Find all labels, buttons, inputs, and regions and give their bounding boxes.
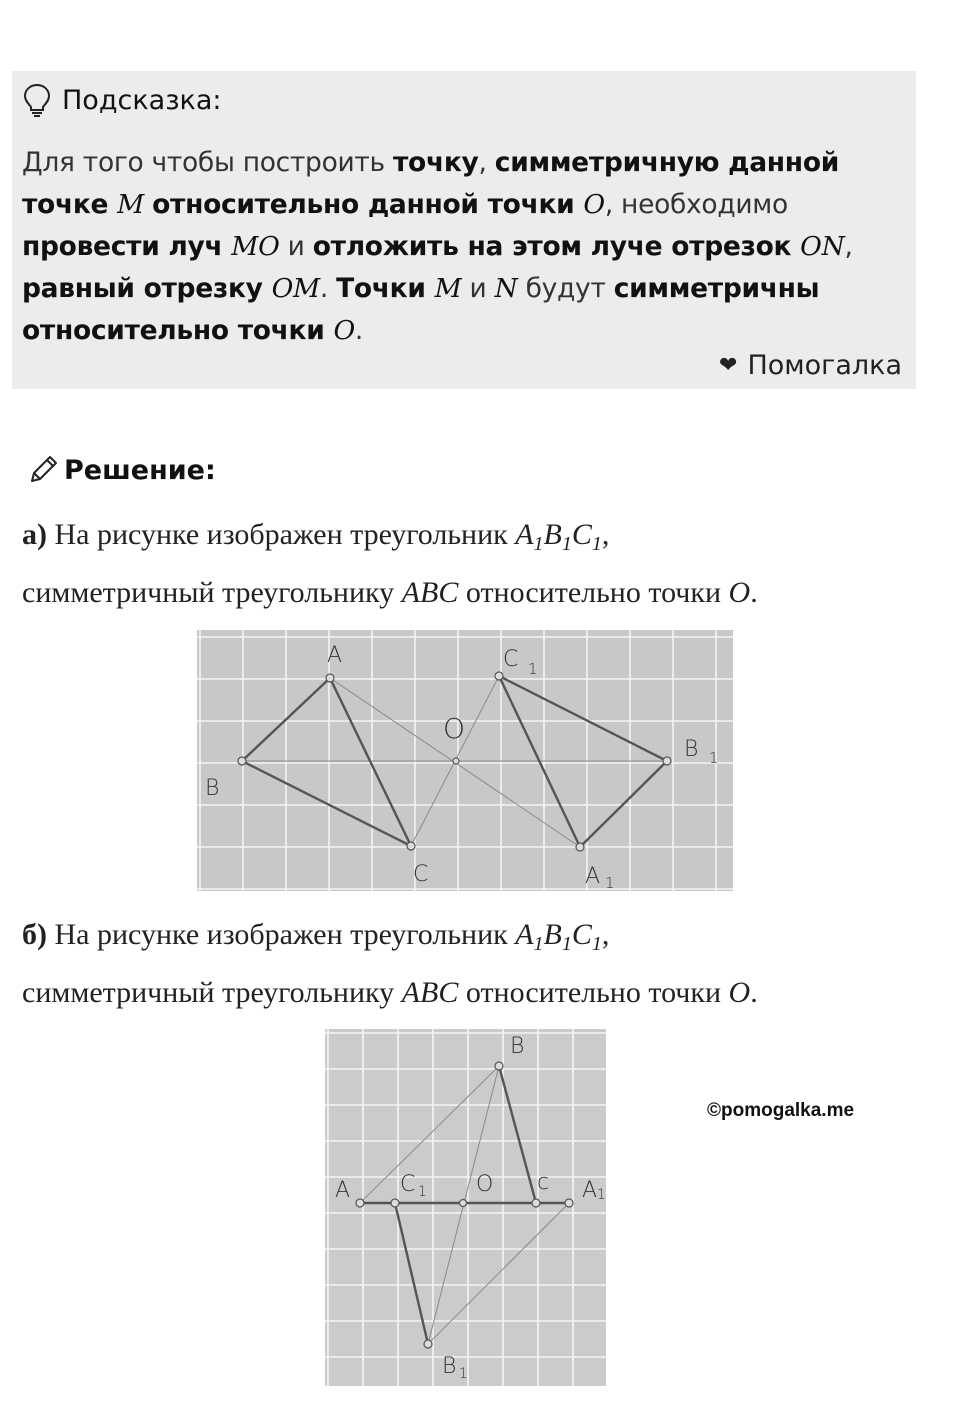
hint-segment: и xyxy=(279,231,313,262)
part-b-text3: относительно точки xyxy=(458,976,729,1009)
part-a-text2: симметричный треугольнику xyxy=(22,576,402,609)
hint-header xyxy=(22,80,222,120)
part-a-punct: , xyxy=(601,518,610,551)
brand-label xyxy=(719,350,902,381)
hint-segment: , xyxy=(478,147,495,178)
hint-segment: N xyxy=(494,273,518,304)
hint-title: Подсказка: xyxy=(62,84,222,116)
part-b-text: На рисунке изображен треугольник xyxy=(47,918,516,951)
watermark: ©pomogalka.me xyxy=(707,1100,855,1121)
part-a-line1 xyxy=(22,518,610,555)
heart-icon: ❤ xyxy=(719,353,738,378)
part-b-triangle: ABC xyxy=(401,976,459,1009)
part-a-text: На рисунке изображен треугольник xyxy=(47,518,516,551)
hint-segment: M xyxy=(117,189,144,220)
hint-segment: . xyxy=(354,315,363,346)
part-b-point: O xyxy=(728,976,751,1009)
label-c1-sub: 1 xyxy=(418,1184,427,1200)
label-b: B xyxy=(205,776,220,801)
hint-segment: , необходимо xyxy=(604,189,788,220)
hint-text xyxy=(22,142,902,352)
hint-segment: и xyxy=(461,273,495,304)
pencil-icon xyxy=(26,453,60,487)
hint-segment: равный отрезку xyxy=(22,273,272,304)
hint-segment: O xyxy=(333,315,355,346)
part-a-math: $A_1B_1C_1$ xyxy=(515,518,602,555)
part-a-marker: а) xyxy=(22,518,47,551)
hint-segment: M xyxy=(434,273,462,304)
hint-segment xyxy=(144,189,152,220)
part-b-end: . xyxy=(750,976,758,1009)
label-b1-sub: 1 xyxy=(459,1366,468,1382)
label-c1-sub: 1 xyxy=(528,660,538,678)
hint-segment: . xyxy=(319,273,337,304)
part-b-text2: симметричный треугольнику xyxy=(22,976,402,1009)
hint-segment: симметричны относительно точки xyxy=(22,273,820,346)
hint-segment: Для того чтобы построить xyxy=(22,147,393,178)
figure-a xyxy=(197,630,733,891)
label-a: A xyxy=(327,643,343,668)
label-b: B xyxy=(510,1034,525,1059)
part-a-end: . xyxy=(750,576,758,609)
part-b-line2 xyxy=(22,978,758,1008)
part-b-punct: , xyxy=(601,918,610,951)
label-b1-sub: 1 xyxy=(709,749,719,767)
part-a-triangle: ABC xyxy=(401,576,459,609)
label-a1: A xyxy=(582,1178,598,1203)
hint-segment: OM xyxy=(271,273,320,304)
label-a1-sub: 1 xyxy=(605,874,615,891)
hint-segment: симметричную данной точке xyxy=(22,147,839,220)
label-a1-sub: 1 xyxy=(597,1187,606,1203)
hint-segment: MO xyxy=(231,231,280,262)
part-b-marker: б) xyxy=(22,918,47,951)
lightbulb-icon xyxy=(22,82,52,118)
hint-segment: O xyxy=(583,189,605,220)
part-a-text3: относительно точки xyxy=(458,576,729,609)
part-a-line2 xyxy=(22,578,758,608)
part-b-math: $A_1B_1C_1$ xyxy=(515,918,602,955)
part-a-point: O xyxy=(728,576,751,609)
solution-title: Решение: xyxy=(64,454,216,486)
brand-name: Помогалка xyxy=(747,350,902,381)
label-c1: C xyxy=(503,647,519,672)
label-c1: C xyxy=(400,1172,416,1197)
label-a: A xyxy=(335,1178,351,1203)
label-o: O xyxy=(476,1172,494,1197)
hint-segment: относительно данной точки xyxy=(152,189,584,220)
hint-segment: , xyxy=(844,231,853,262)
hint-segment: отложить на этом луче отрезок xyxy=(312,231,801,262)
part-b-line1 xyxy=(22,918,610,955)
hint-segment: провести луч xyxy=(22,231,232,262)
hint-segment: Точки xyxy=(336,273,435,304)
label-o: O xyxy=(443,712,466,745)
label-b1: B xyxy=(442,1354,457,1379)
label-c: C xyxy=(413,862,429,887)
hint-segment: ON xyxy=(800,231,845,262)
hint-segment: точку xyxy=(393,147,479,178)
label-b1: B xyxy=(684,737,699,762)
hint-segment: будут xyxy=(517,273,614,304)
label-a1: A xyxy=(585,864,601,889)
figure-b xyxy=(325,1029,606,1386)
label-c: c xyxy=(537,1170,550,1195)
solution-header xyxy=(26,448,216,492)
